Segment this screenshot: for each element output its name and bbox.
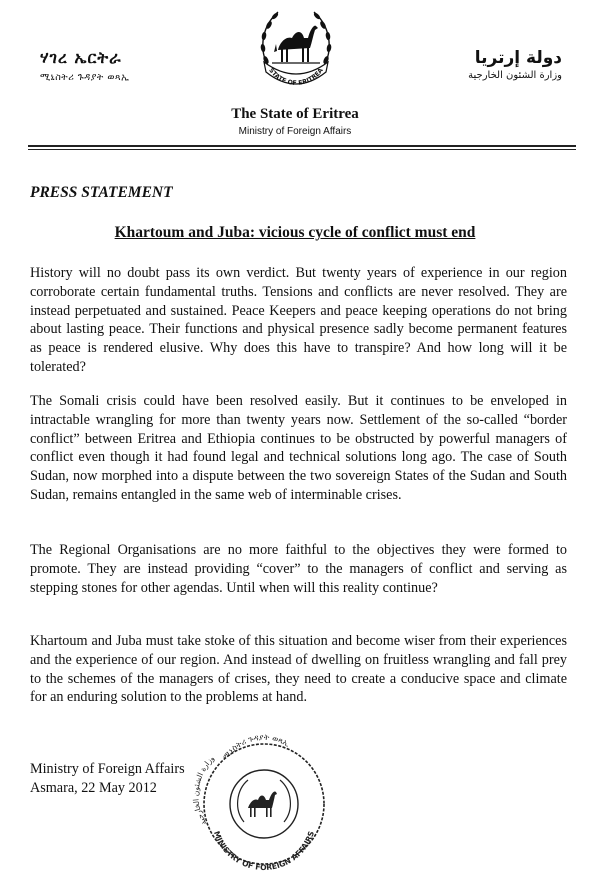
eritrea-emblem-icon [254, 2, 338, 98]
paragraph: The Regional Organisations are no more faithful to the objectives they were formed to promote. They are instead providing “cover” to the managers of conflict and serving as stepping stones for other agendas. Until when will this reality continue? [30, 542, 567, 596]
document-headline: Khartoum and Juba: vicious cycle of conflict must end [114, 224, 476, 241]
header-divider [28, 145, 576, 147]
document-label: PRESS STATEMENT [30, 184, 173, 201]
tigrinya-ministry-name: ሚኒስትሪ ጉዳያት ወጻኢ [40, 72, 130, 83]
arabic-header [468, 48, 562, 81]
header-divider-thin [28, 149, 576, 150]
signature-organization: Ministry of Foreign Affairs [30, 761, 185, 777]
stamp-arabic-text: وزارة الشئون الخارجية [191, 753, 217, 827]
stamp-tigrinya-text: ሚኒስትሪ ጉዳያት ወጻኢ [220, 732, 292, 762]
ministry-name: Ministry of Foreign Affairs [238, 126, 352, 137]
signature-block [30, 760, 185, 798]
stamp-english-text: MINISTRY OF FOREIGN AFFAIRS [211, 829, 317, 872]
arabic-ministry-name: وزارة الشئون الخارجية [468, 70, 562, 81]
tigrinya-header [40, 48, 129, 83]
paragraph: The Somali crisis could have been resolved easily. But it continues to be enveloped in intractable wrangling for more than twenty years now. Settlement of the so-called “border conflict” between Eritrea and Ethiopia continues to be obstructed by powerful managers of conflict even though it had found legal and technical solutions long ago. The case of South Sudan, now morphed into a dispute between the two sovereign States of the Sudan and South Sudan, remains entangled in the same web of interminable crises. [30, 393, 567, 503]
arabic-state-name: دولة إرتريا [474, 48, 562, 68]
paragraph: Khartoum and Juba must take stoke of this situation and become wiser from their experiences and the experience of our region. And instead of dwelling on fruitless wrangling and fall prey to the schemes of the managers of crises, they need to create a conducive space and climate for an enduring solution to the problems at hand. [30, 633, 567, 706]
svg-text:وزارة الشئون الخارجية [191, 753, 216, 827]
letterhead [0, 0, 590, 160]
paragraph: History will no doubt pass its own verdict. But twenty years of experience in our region corroborate certain fundamental truths. Tensions and conflicts are never resolved. They are instead perpetuated and sustained. Peace Keepers and peace keeping operations do not bring about lasting peace. Their functions and physical presence sadly become permanent features as peace is rendered elusive. Why does this have to transpire? And how long will it be tolerated? [30, 265, 567, 375]
ministry-stamp-icon [190, 722, 328, 872]
state-name: The State of Eritrea [231, 106, 359, 122]
signature-place-date: Asmara, 22 May 2012 [30, 779, 157, 796]
emblem-ribbon-text: STATE OF ERITREA [267, 67, 325, 87]
svg-text:MINISTRY OF FOREIGN AFFAIRS [212, 830, 316, 872]
tigrinya-state-name: ሃገረ ኤርትራ [40, 48, 122, 67]
